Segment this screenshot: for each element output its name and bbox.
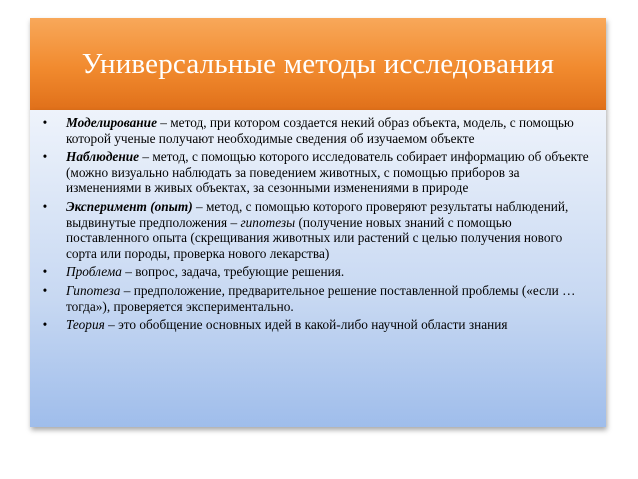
method-list [38,115,596,333]
term-modeling: Моделирование [66,115,157,130]
definition-hypothesis: – предположение, предварительное решение поставленной проблемы («если … тогда»), проверяется экспериментально. [66,282,576,314]
bullet-icon: • [42,264,48,280]
term-hypotheses-inline: гипотезы [240,214,296,230]
bullet-icon: • [42,149,48,165]
definition-problem: – вопрос, задача, требующие решения. [121,264,345,280]
definition-theory: – это обобщение основных идей в какой-либо научной области знания [104,317,508,333]
list-item-hypothesis [38,283,596,314]
definition-experiment-part1: – метод, с помощью которого проверяют результаты наблюдений, выдвинутые предположения – [66,198,569,230]
list-item-problem [38,264,596,280]
term-observation: Наблюдение [66,149,140,165]
slide-content-box [30,110,606,427]
list-item-modeling [38,115,596,146]
slide-title: Универсальные методы исследования [81,47,555,80]
list-item-experiment [38,199,596,261]
term-experiment: Эксперимент (опыт) [66,198,193,214]
term-problem: Проблема [66,264,122,280]
bullet-icon: • [42,198,48,214]
definition-observation: – метод, с помощью которого исследователь собирает информацию об объекте (можно визуально наблюдать за поведением животных, с помощью приборов за изменениями в живых объектах, за сезонными изменениями в природе [66,149,589,196]
bullet-icon: • [42,282,48,298]
bullet-icon: • [42,115,48,130]
definition-experiment-part2: (получение новых знаний с помощью поставленного опыта (скрещивания животных или растений с целью получения нового сорта или породы, проверка нового лекарства) [66,214,563,261]
list-item-observation [38,149,596,196]
list-item-theory [38,317,596,333]
slide-title-bar [30,18,606,110]
definition-modeling: – метод, при котором создается некий образ объекта, модель, с помощью которой ученые получают необходимые сведения об изучаемом объекте [66,115,574,146]
term-theory: Теория [66,317,105,333]
bullet-icon: • [42,317,48,333]
term-hypothesis: Гипотеза [66,282,121,298]
